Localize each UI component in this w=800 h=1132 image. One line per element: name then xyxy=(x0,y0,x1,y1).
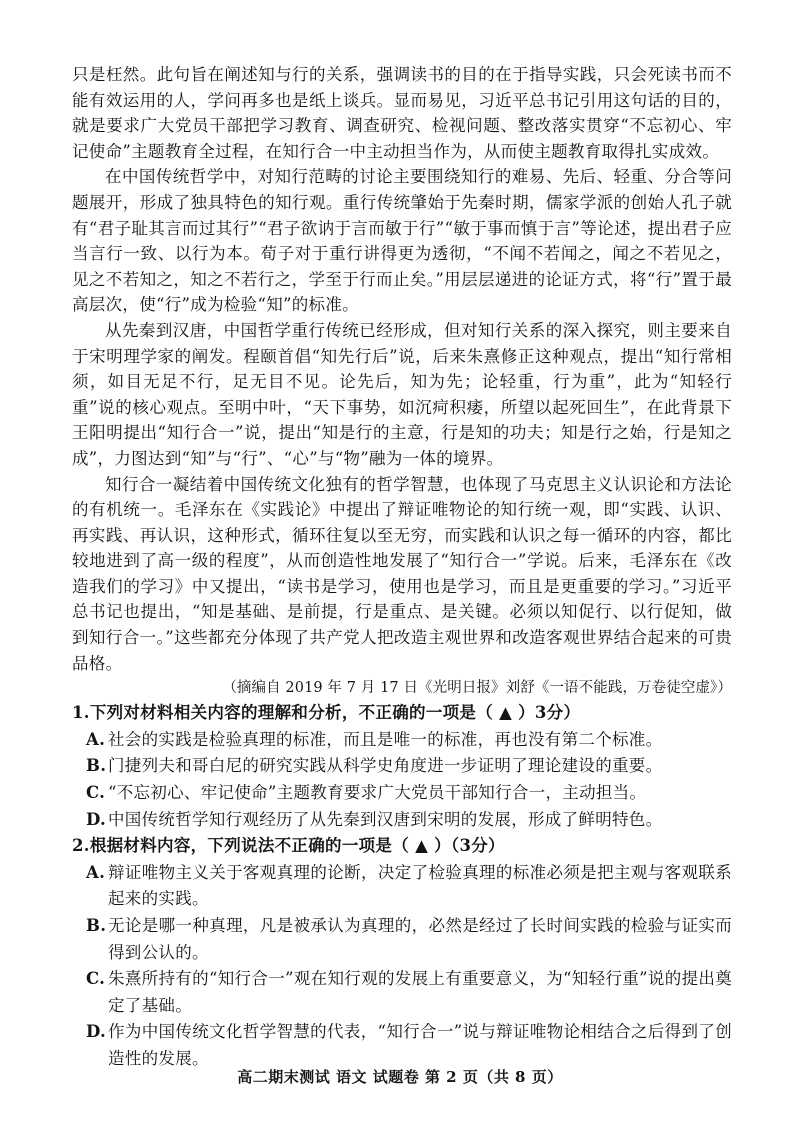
option-letter: C. xyxy=(86,783,106,803)
question-2-option-b xyxy=(72,913,732,966)
passage-paragraph-4: 知行合一凝结着中国传统文化独有的哲学智慧，也体现了马克思主义认识论和方法论的有机统一。毛泽东在《实践论》中提出了辩证唯物论的知行统一观，即“实践、认识、再实践、再认识，这种形式，循环往复以至无穷，而实践和认识之每一循环的内容，都比较地进到了高一级的程度”，从而创造性地发展了“知行合一”学说。后来，毛泽东在《改造我们的学习》中又提出，“读书是学习，使用也是学习，而且是更重要的学习。”习近平总书记也提出，“知是基础、是前提，行是重点、是关键。必须以知促行、以行促知，做到知行合一。”这些都充分体现了共产党人把改造主观世界和改造客观世界结合起来的可贵品格。 xyxy=(72,474,732,673)
option-text: “不忘初心、牢记使命”主题教育要求广大党员干部知行合一，主动担当。 xyxy=(108,783,647,803)
passage-paragraph-2: 在中国传统哲学中，对知行范畴的讨论主要围绕知行的难易、先后、轻重、分合等问题展开，形成了独具特色的知行观。重行传统肇始于先秦时期，儒家学派的创始人孔子就有“君子耻其言而过其行”“君子欲讷于言而敏于行”“敏于事而慎于言”等论述，提出君子应当言行一致、以行为本。荀子对于重行讲得更为透彻，“不闻不若闻之，闻之不若见之，见之不若知之，知之不若行之，学至于行而止矣。”用层层递进的论证方式，将“行”置于最高层次，使“行”成为检验“知”的标准。 xyxy=(72,167,732,315)
option-letter: D. xyxy=(86,1022,107,1042)
exam-page xyxy=(72,62,732,1073)
passage-paragraph-1: 只是枉然。此句旨在阐述知与行的关系，强调读书的目的在于指导实践，只会死读书而不能有效运用的人，学问再多也是纸上谈兵。显而易见，习近平总书记引用这句话的目的，就是要求广大党员干部把学习教育、调查研究、检视问题、整改落实贯穿“不忘初心、牢记使命”主题教育全过程，在知行合一中主动担当作为，从而使主题教育取得扎实成效。 xyxy=(72,65,732,161)
question-1 xyxy=(72,700,732,833)
question-2 xyxy=(72,833,732,1072)
question-2-option-a xyxy=(72,860,732,913)
option-letter: B. xyxy=(86,916,107,935)
passage-paragraph-3: 从先秦到汉唐，中国哲学重行传统已经形成，但对知行关系的深入探究，则主要来自于宋明理学家的阐发。程颐首倡“知先行后”说，后来朱熹修正这种观点，提出“知行常相须，如目无足不行，足无目不见。论先后，知为先；论轻重，行为重”，此为“知轻行重”说的核心观点。至明中叶，“天下事势，如沉疴积痿，所望以起死回生”，在此背景下王阳明提出“知行合一”说，提出“知是行的主意，行是知的功夫；知是行之始，行是知之成”，力图达到“知”与“行”、“心”与“物”融为一体的境界。 xyxy=(72,320,732,468)
source-citation: （摘编自 2019 年 7 月 17 日《光明日报》刘舒《一语不能践，万卷徒空虚》） xyxy=(222,680,732,697)
question-1-option-c xyxy=(72,780,732,807)
option-text: 社会的实践是检验真理的标准，而且是唯一的标准，再也没有第二个标准。 xyxy=(108,729,663,749)
question-2-stem: 2.根据材料内容，下列说法不正确的一项是（ ▲ ）（3分） xyxy=(72,836,505,856)
option-text: 辩证唯物主义关于客观真理的论断，决定了检验真理的标准必须是把主观与客观联系起来的实践。 xyxy=(108,862,732,909)
option-text: 作为中国传统文化哲学智慧的代表，“知行合一”说与辩证唯物论相结合之后得到了创造性的发展。 xyxy=(108,1022,732,1068)
question-1-stem: 1.下列对材料相关内容的理解和分析，不正确的一项是（ ▲ ）3分） xyxy=(72,703,581,723)
option-letter: C. xyxy=(86,969,106,989)
option-text: 无论是哪一种真理，凡是被承认为真理的，必然是经过了长时间实践的检验与证实而得到公认的。 xyxy=(108,916,732,962)
option-text: 中国传统哲学知行观经历了从先秦到汉唐到宋明的发展，形成了鲜明特色。 xyxy=(108,809,663,829)
option-letter: B. xyxy=(86,756,107,776)
question-1-option-d xyxy=(72,807,732,834)
option-letter: D. xyxy=(86,809,107,829)
option-letter: A. xyxy=(86,862,106,882)
question-2-option-d xyxy=(72,1019,732,1072)
option-text: 门捷列夫和哥白尼的研究实践从科学史角度进一步证明了理论建设的重要。 xyxy=(108,756,663,776)
option-text: 朱熹所持有的“知行合一”观在知行观的发展上有重要意义，为“知轻行重”说的提出奠定了基础。 xyxy=(108,969,732,1015)
question-1-option-b xyxy=(72,753,732,780)
option-letter: A. xyxy=(86,729,106,749)
question-1-option-a xyxy=(72,727,732,754)
question-2-option-c xyxy=(72,966,732,1019)
page-footer: 高二期末测试 语文 试题卷 第 2 页（共 8 页） xyxy=(237,1068,563,1086)
